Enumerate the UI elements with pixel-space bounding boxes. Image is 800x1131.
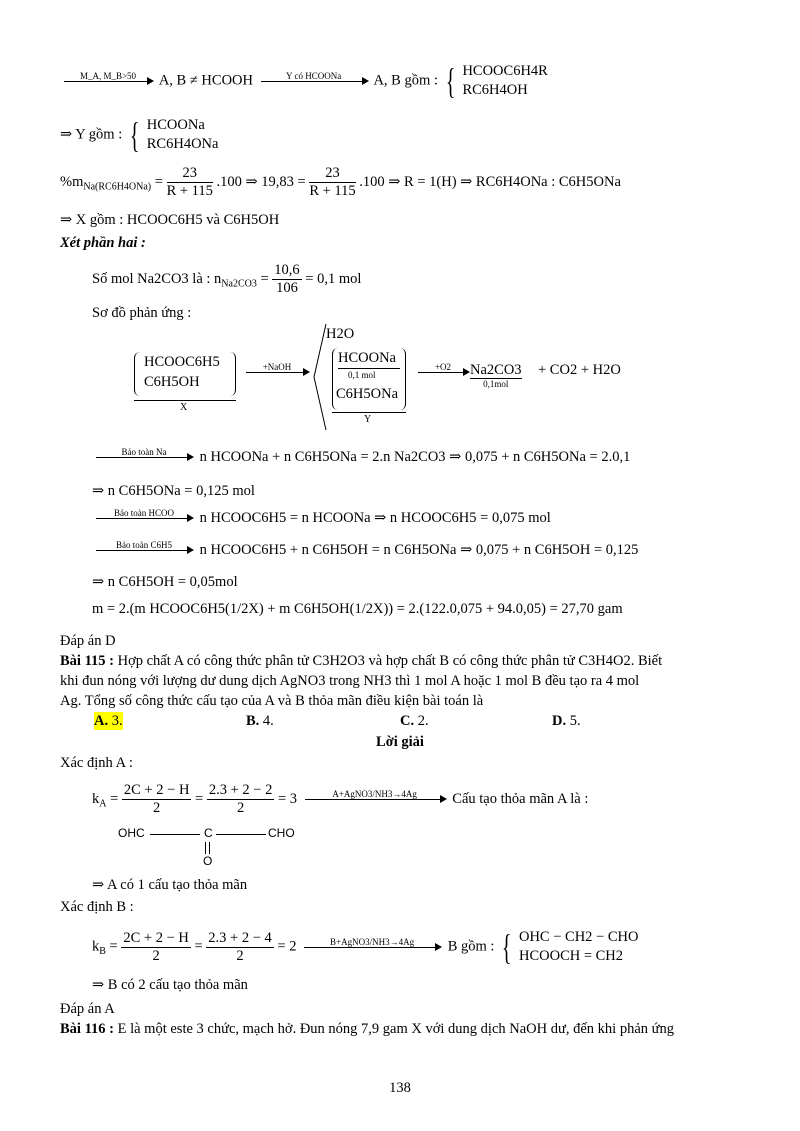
problem-label: Bài 115 :	[60, 653, 114, 669]
x-item: HCOOC6H5	[144, 354, 220, 370]
calc-line-3	[92, 508, 551, 529]
fraction	[167, 165, 213, 200]
scheme-y	[332, 348, 406, 425]
struct-left: OHC	[118, 826, 145, 840]
fraction	[121, 930, 191, 965]
fraction	[309, 165, 355, 200]
k-sub: B	[99, 946, 106, 958]
det-b-formula: $k_B$ = $\frac{2C + 2 - H}{2}$ = $\frac{2.3 + 2 - 4}{2}$ = 2 B+AgNO3/NH3→4Ag B gồm : { OHC − CH2 − CHO HCOOCH = CH2	[92, 927, 639, 967]
line1-after: A, B gồm :	[373, 72, 438, 89]
den: 2	[152, 947, 160, 964]
mol-line: Số mol Na2CO3 là : $n_{Na2CO3}$ = $\frac{10,6}{106}$ = 0,1 mol	[92, 262, 362, 296]
problem-text: E là một este 3 chức, mạch hở. Đun nóng 7,9 gam X với dung dịch NaOH dư, đến khi phản ứng	[117, 1021, 674, 1037]
k: k	[92, 938, 100, 955]
answer-1: Đáp án D	[60, 633, 116, 649]
answer-2: Đáp án A	[60, 1001, 115, 1017]
arrow-mass-condition: M_A, M_B>50	[64, 71, 152, 92]
x-label: X	[180, 402, 188, 413]
problem-115-line-3: Ag. Tổng số công thức cấu tạo của A và B thỏa mãn điều kiện bài toán là	[60, 693, 484, 709]
num: 10,6	[274, 262, 300, 278]
struct-right: CHO	[268, 826, 295, 840]
option-b: B. 4.	[246, 713, 274, 729]
product: Na2CO3	[470, 362, 522, 378]
den: R + 115	[309, 183, 356, 199]
mol-lead: Số mol Na2CO3 là :	[92, 270, 211, 287]
arrow-conserve: Bảo toàn Na	[96, 447, 192, 468]
det-b-tail: B gồm :	[447, 938, 495, 955]
res: = 2	[277, 938, 297, 955]
problem-115-line-1	[60, 652, 662, 670]
mol-sub: Na2CO3	[221, 278, 257, 290]
scheme-product	[470, 362, 522, 389]
num: 2C + 2 − H	[123, 929, 189, 946]
det-a-title: Xác định A :	[60, 755, 133, 771]
system-y	[147, 116, 219, 154]
arrow-conserve: Bảo toàn C6H5	[96, 540, 192, 561]
struct-bottom: O	[203, 854, 213, 868]
line3-mid: .100 ⇒ 19,83 =	[216, 173, 306, 190]
calc-text: n HCOONa + n C6H5ONa = 2.n Na2CO3 ⇒ 0,075 + n C6H5ONa = 2.0,1	[199, 448, 631, 465]
line-1	[60, 62, 548, 100]
num: 2.3 + 2 − 2	[208, 782, 273, 798]
line3-tail: .100 ⇒ R = 1(H) ⇒ RC6H4ONa : C6H5ONa	[359, 173, 621, 190]
sys-item: RC6H4OH	[462, 82, 528, 98]
num: 23	[309, 165, 355, 183]
calc-text: n HCOOC6H5 = n HCOONa ⇒ n HCOOC6H5 = 0,075 mol	[199, 509, 551, 526]
sys-item: RC6H4ONa	[146, 136, 219, 152]
arrow-naoh: +NaOH	[246, 362, 308, 383]
problem-116	[60, 1020, 674, 1038]
problem-115-line-2: khi đun nóng với lượng dư dung dịch AgNO3 trong NH3 thì 1 mol A hoặc 1 mol B đều tạo ra 4 mol	[60, 673, 640, 689]
eq: =	[154, 173, 163, 190]
det-a-tail: Cấu tạo thỏa mãn A là :	[452, 790, 589, 807]
pct-m-sub: Na(RC6H4ONa)	[83, 181, 152, 193]
brace-icon: {	[129, 115, 140, 155]
solution-title: Lời giải	[376, 734, 424, 750]
fraction	[122, 782, 192, 817]
num: 2.3 + 2 − 4	[208, 929, 272, 946]
det-b-concl: ⇒ B có 2 cấu tạo thỏa mãn	[92, 977, 248, 993]
option-d: D. 5.	[552, 713, 581, 729]
line2-lead: ⇒ Y gồm :	[60, 126, 123, 143]
mol-tail: = 0,1 mol	[305, 270, 362, 287]
k-sub: A	[99, 798, 107, 810]
calc-line-5: ⇒ n C6H5OH = 0,05mol	[92, 574, 238, 590]
calc-line-4	[92, 540, 638, 561]
page-number: 138	[389, 1080, 411, 1096]
reaction-scheme	[130, 322, 650, 432]
y-sub: 0,1 mol	[348, 370, 376, 380]
sys-item: OHC − CH2 − CHO	[518, 929, 639, 945]
den: 2	[236, 947, 244, 964]
brace-icon: {	[501, 927, 512, 967]
den: R + 115	[166, 183, 213, 199]
arrow-reaction: B+AgNO3/NH3→4Ag	[304, 937, 440, 958]
problem-label: Bài 116 :	[60, 1021, 114, 1037]
pct-m: %m	[60, 173, 84, 190]
fraction	[207, 782, 274, 817]
calc-line-2: ⇒ n C6H5ONa = 0,125 mol	[92, 483, 255, 499]
arrow-reaction: A+AgNO3/NH3→4Ag	[305, 789, 445, 810]
option-c: C. 2.	[400, 713, 429, 729]
y-item: HCOONa	[338, 350, 396, 366]
scheme-title: Sơ đồ phản ứng :	[92, 305, 192, 321]
part2-title: Xét phần hai :	[60, 235, 146, 251]
scheme-tail: + CO2 + H2O	[538, 362, 621, 378]
y-label: Y	[364, 414, 372, 425]
line-4: ⇒ X gồm : HCOOC6H5 và C6H5OH	[60, 212, 280, 228]
calc-line-6: m = 2.(m HCOOC6H5(1/2X) + m C6H5OH(1/2X)) = 2.(122.0,075 + 94.0,05) = 27,70 gam	[92, 601, 623, 617]
calc-text: n HCOOC6H5 + n C6H5OH = n C6H5ONa ⇒ 0,075 + n C6H5OH = 0,125	[199, 541, 639, 558]
sys-item: HCOOCH = CH2	[518, 948, 624, 964]
det-b-title: Xác định B :	[60, 899, 134, 915]
problem-text: Hợp chất A có công thức phân tử C3H2O3 và hợp chất B có công thức phân tử C3H4O2. Biết	[117, 653, 663, 669]
fraction	[206, 930, 273, 965]
product-sub: 0,1mol	[483, 379, 509, 389]
line-2	[60, 116, 218, 154]
num: 2C + 2 − H	[123, 782, 190, 798]
den: 106	[276, 280, 298, 296]
sys-item: HCOONa	[146, 117, 205, 133]
fraction	[272, 262, 301, 297]
system-b	[519, 928, 638, 966]
line1-mid: A, B ≠ HCOOH	[158, 72, 253, 89]
den: 2	[236, 800, 245, 816]
det-a-formula: $k_A$ = $\frac{2C + 2 - H}{2}$ = $\frac{2.3 + 2 - 2}{2}$ = 3 A+AgNO3/NH3→4Ag Cấu tạo thỏa mãn A là :	[92, 782, 589, 816]
x-item: C6H5OH	[144, 374, 200, 390]
det-a-concl: ⇒ A có 1 cấu tạo thỏa mãn	[92, 877, 248, 893]
den: 2	[153, 800, 161, 816]
struct-center: C	[204, 826, 213, 840]
brace-icon: {	[445, 61, 455, 101]
mol-expr: n	[214, 270, 222, 287]
option-a: A. 3.	[94, 713, 123, 729]
y-item: C6H5ONa	[336, 386, 399, 402]
system-ab	[462, 62, 547, 100]
scheme-h2o: H2O	[326, 326, 355, 342]
arrow-o2: +O2	[418, 362, 468, 383]
calc-line-1	[92, 447, 630, 468]
arrow-y-has-hcoona: Y có HCOONa	[261, 71, 367, 92]
arrow-conserve: Bảo toàn HCOO	[96, 508, 192, 529]
line-3	[60, 165, 621, 200]
structure-a	[118, 826, 298, 870]
res: = 3	[277, 790, 298, 807]
k: k	[92, 790, 100, 807]
sys-item: HCOOC6H4R	[462, 63, 548, 79]
num: 23	[167, 165, 213, 183]
